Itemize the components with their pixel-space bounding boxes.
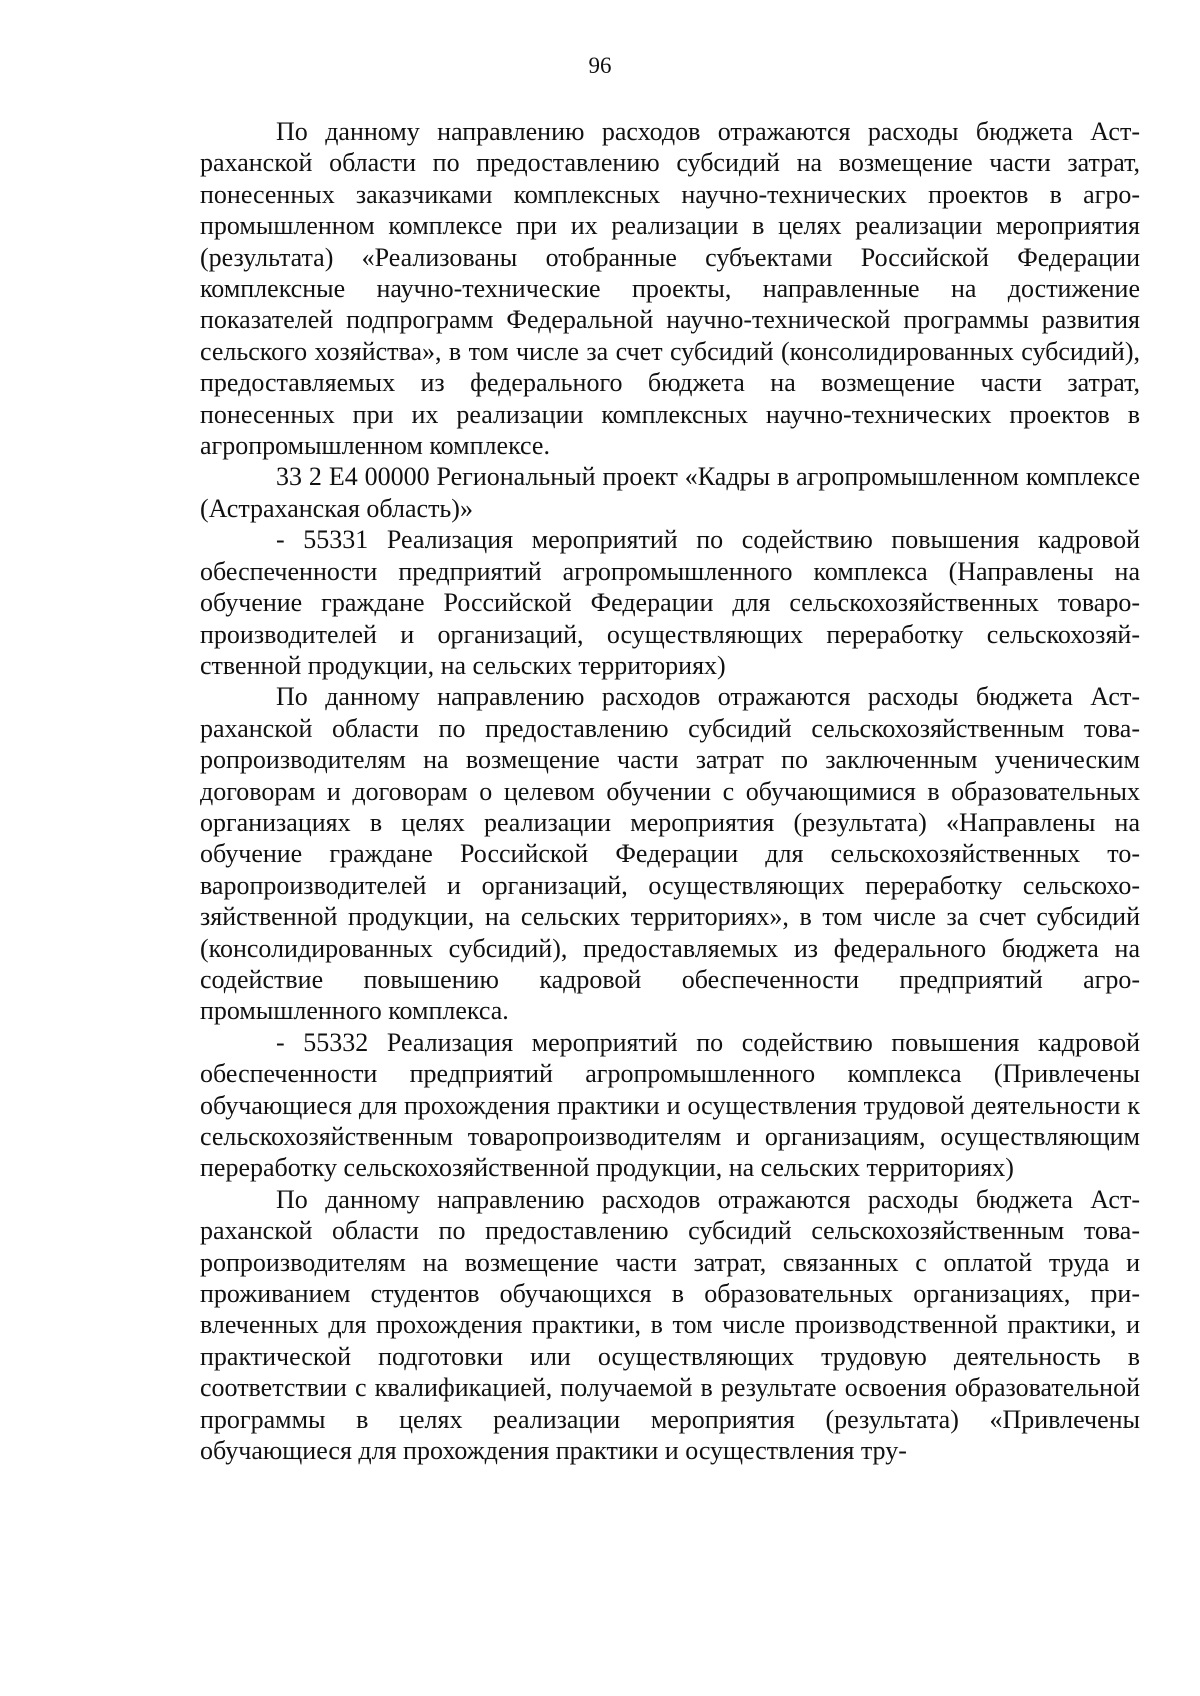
paragraph-subsidy-training-contracts: По данному направлению расходов отражаются расходы бюджета Астраханской области по предоставлению субсидий сельскохозяйственным товаропроизводителям на возмещение части затрат по заключенным ученическим договорам и договорам о целевом обучении с обучающимися в образовательных организациях в целях реализации мероприятия (результата) «Направлены на обучение граждане Российской Федерации для сельскохозяйственных товаропроизводителей и организаций, осуществляющих переработку сельскохозяйственной продукции, на сельских территориях», в том числе за счет субсидий (консолидированных субсидий), предоставляемых из федерального бюджета на содействие повышению кадровой обеспеченности предприятий агропромышленного комплекса. [200,682,1140,1026]
paragraph-regional-project-heading: 33 2 Е4 00000 Региональный проект «Кадры в агропромышленном комплексе (Астраханская область)» [200,462,1140,523]
paragraph-item-55332: - 55332 Реализация мероприятий по содействию повышения кадровой обеспеченности предприятий агропромышленного комплекса (Привлечены обучающиеся для прохождения практики и осуществления трудовой деятельности к сельскохозяйственным товаропроизводителям и организациям, осуществляющим переработку сельскохозяйственной продукции, на сельских территориях) [200,1027,1140,1183]
paragraph-subsidy-student-practice: По данному направлению расходов отражаются расходы бюджета Астраханской области по предоставлению субсидий сельскохозяйственным товаропроизводителям на возмещение части затрат, связанных с оплатой труда и проживанием студентов обучающихся в образовательных организациях, привлеченных для прохождения практики, в том числе производственной практики, и практической подготовки или осуществляющих трудовую деятельность в соответствии с квалификацией, получаемой в результате освоения образовательной программы в целях реализации мероприятия (результата) «Привлечены обучающиеся для прохождения практики и осуществления тру- [200,1184,1140,1466]
page-number: 96 [588,53,612,78]
document-body [200,116,1140,1466]
paragraph-item-55331: - 55331 Реализация мероприятий по содействию повышения кадровой обеспеченности предприятий агропромышленного комплекса (Направлены на обучение граждане Российской Федерации для сельскохозяйственных товаропроизводителей и организаций, осуществляющих переработку сельскохозяйственной продукции, на сельских территориях) [200,525,1140,680]
paragraph-subsidy-scientific-projects: По данному направлению расходов отражаются расходы бюджета Астраханской области по предоставлению субсидий на возмещение части затрат, понесенных заказчиками комплексных научно-технических проектов в агропромышленном комплексе при их реализации в целях реализации мероприятия (результата) «Реализованы отобранные субъектами Российской Федерации комплексные научно-технические проекты, направленные на достижение показателей подпрограмм Федеральной научно-технической программы развития сельского хозяйства», в том числе за счет субсидий (консолидированных субсидий), предоставляемых из федерального бюджета на возмещение части затрат, понесенных при их реализации комплексных научно-технических проектов в агропромышленном комплексе. [200,117,1140,461]
